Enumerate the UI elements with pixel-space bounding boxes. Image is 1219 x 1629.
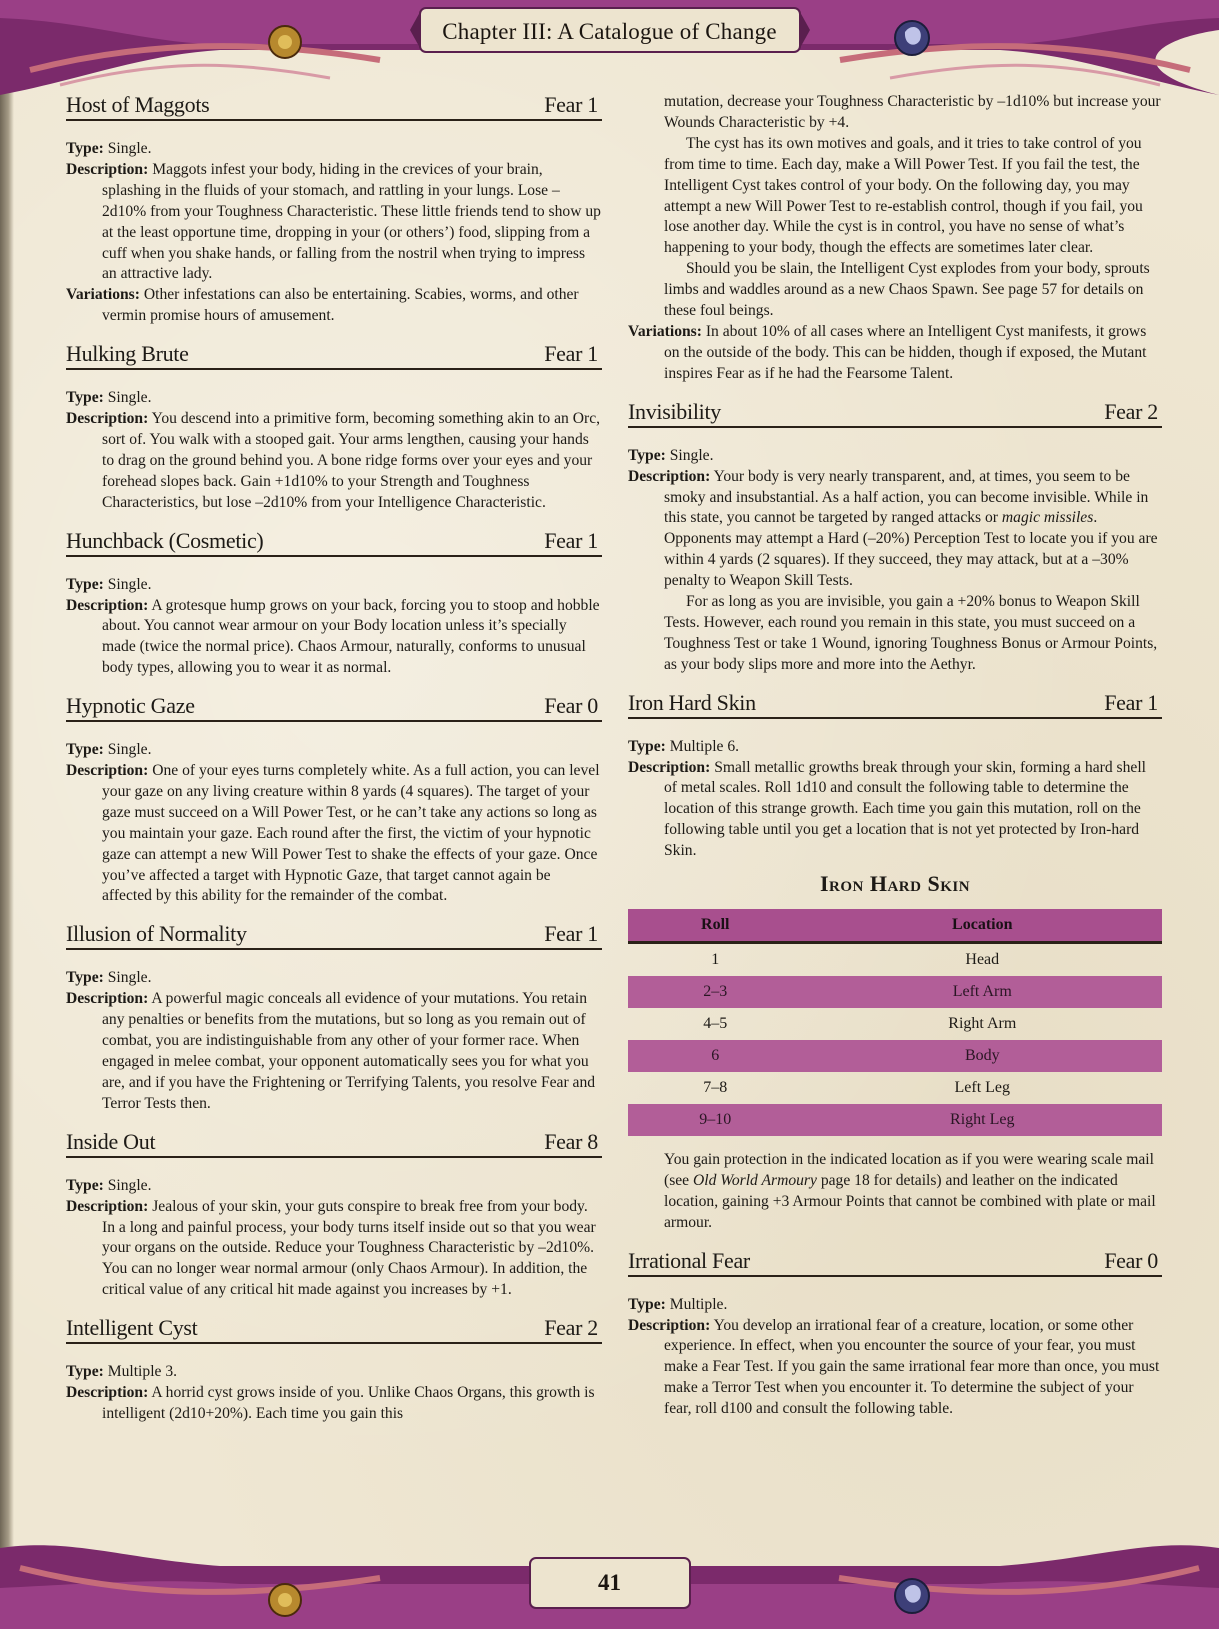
table-title: Iron Hard Skin <box>819 871 971 897</box>
entry-type: Type: Single. <box>66 575 152 593</box>
entry-type: Type: Single. <box>66 741 152 759</box>
entry-hypnotic-gaze <box>66 693 602 907</box>
entry-description: Description: Small metallic growths break through your skin, forming a hard shell of metal scales. Roll 1d10 and consult the following table to determine the location of this strange growth. Each time you gain this mutation, roll on the following table until you get a location that is not yet protected by Iron-hard Skin. <box>628 758 1146 860</box>
page-number: 41 <box>598 1570 621 1595</box>
entry-name: Irrational Fear <box>628 1247 750 1273</box>
entry-fear: Fear 2 <box>544 1315 598 1341</box>
entry-heading <box>628 690 1162 719</box>
entry-type: Type: Single. <box>66 140 152 157</box>
entry-name: Hunchback (Cosmetic) <box>66 527 264 553</box>
entry-description: Description: Your body is very nearly transparent, and, at times, you seem to be smoky and insubstantial. As a half action, you can become invisible. While in this state, you cannot be targeted by ranged attacks or magic missiles. Opponents may attempt a Hard (–20%) Perception Test to locate you if you are within 4 yards (2 squares). If they succeed, they may attack, but at a –30% penalty to Weapon Skill Tests. <box>628 467 1158 590</box>
iron-hard-skin-table <box>628 909 1162 1136</box>
table-cell-location: Left Leg <box>954 1078 1011 1096</box>
entry-name: Inside Out <box>66 1128 156 1154</box>
continued-paragraph: For as long as you are invisible, you gain a +20% bonus to Weapon Skill Tests. However, each round you remain in this state, you must succeed on a Toughness Test or take 1 Wound, ignoring Toughness Bonus or Armour Points, as your body slips more and more into the Aethyr. <box>664 593 1158 673</box>
table-followup-paragraph: You gain protection in the indicated location as if you were wearing scale mail (see Old World Armoury page 18 for details) and leather on the indicated location, gaining +3 Armour Points that cannot be combined with plate or mail armour. <box>664 1151 1156 1231</box>
entry-type: Type: Multiple. <box>628 1295 728 1313</box>
table-cell-location: Right Leg <box>803 1104 1162 1136</box>
entry-heading <box>628 1248 1162 1277</box>
right-column <box>628 92 1162 1434</box>
table-cell-location: Left Arm <box>803 976 1162 1008</box>
entry-irrational-fear <box>628 1248 1162 1420</box>
entry-name: Host of Maggots <box>66 92 210 117</box>
entry-heading <box>628 399 1162 428</box>
continued-paragraph: mutation, decrease your Toughness Characteristic by –1d10% but increase your Wounds Characteristic by +4. <box>664 93 1161 131</box>
entry-fear: Fear 1 <box>544 92 598 117</box>
entry-variations: Variations: Other infestations can also be entertaining. Scabies, worms, and other vermin promise hours of amusement. <box>66 286 579 325</box>
entry-host-of-maggots <box>66 92 602 327</box>
entry-description: Description: A grotesque hump grows on your back, forcing you to stoop and hobble about. You cannot wear armour on your Body location unless it’s specially made (twice the normal price). Chaos Armour, naturally, conforms to unusual body types, allowing you to wear it as normal. <box>66 596 600 677</box>
header-border <box>0 0 1219 95</box>
table-cell-roll: 7–8 <box>703 1078 728 1096</box>
table-row <box>628 1008 1162 1040</box>
entry-hulking-brute <box>66 341 602 513</box>
entry-heading <box>66 693 602 722</box>
entry-fear: Fear 2 <box>1104 398 1158 424</box>
entry-description: Description: A horrid cyst grows inside of you. Unlike Chaos Organs, this growth is intelligent (2d10+20%). Each time you gain this <box>66 1384 595 1422</box>
entry-invisibility <box>628 399 1162 676</box>
entry-hunchback <box>66 528 602 680</box>
table-row <box>628 976 1162 1008</box>
entry-description: Description: A powerful magic conceals all evidence of your mutations. You retain any penalties or benefits from the mutations, but so long as you remain out of combat, you are indistinguishable from any other of your former race. When engaged in melee combat, your opponent automatically sees you for what you are, and if you have the Frightening or Terrifying Talents, you resolve Fear and Terror Tests then. <box>66 990 596 1112</box>
entry-iron-hard-skin <box>628 690 1162 1234</box>
table-row <box>628 1040 1162 1072</box>
table-cell-location: Body <box>803 1040 1162 1072</box>
entry-name: Iron Hard Skin <box>628 689 756 715</box>
left-column <box>66 92 602 1439</box>
table-header-location: Location <box>803 909 1162 943</box>
table-cell-roll: 2–3 <box>628 976 803 1008</box>
book-spine-shadow <box>0 0 14 1629</box>
entry-name: Invisibility <box>628 398 721 424</box>
entry-variations: Variations: In about 10% of all cases where an Intelligent Cyst manifests, it grows on the outside of the body. This can be hidden, though if exposed, the Mutant inspires Fear as if he had the Fearsome Talent. <box>628 322 1147 382</box>
entry-fear: Fear 1 <box>544 921 598 947</box>
table-header-row <box>628 909 1162 943</box>
entry-heading <box>66 92 602 121</box>
entry-inside-out <box>66 1129 602 1301</box>
table-row <box>628 1104 1162 1136</box>
entry-fear: Fear 8 <box>544 1128 598 1154</box>
entry-fear: Fear 1 <box>544 527 598 553</box>
entry-type: Type: Single. <box>628 446 714 464</box>
entry-fear: Fear 1 <box>1104 689 1158 715</box>
header-ornament <box>0 0 1219 95</box>
entry-fear: Fear 0 <box>544 693 598 719</box>
table-cell-location: Head <box>965 950 1000 968</box>
entry-type: Type: Multiple 3. <box>66 1363 178 1381</box>
entry-fear: Fear 1 <box>544 341 598 367</box>
table-cell-roll: 6 <box>628 1040 803 1072</box>
entry-name: Hulking Brute <box>66 341 189 367</box>
entry-type: Type: Single. <box>66 1176 152 1194</box>
entry-heading <box>66 341 602 370</box>
entry-intelligent-cyst-continued <box>628 92 1162 385</box>
continued-paragraph: Should you be slain, the Intelligent Cyst explodes from your body, sprouts limbs and waddles around as a new Chaos Spawn. See page 57 for details on these foul beings. <box>664 260 1150 320</box>
table-cell-roll: 9–10 <box>628 1104 803 1136</box>
entry-description: Description: Jealous of your skin, your guts conspire to break free from your body. In a long and painful process, your body turns itself inside out so that you wear your organs on the outside. Reduce your Toughness Characteristic by –2d10%. You can no longer wear normal armour (only Chaos Armour). In addition, the critical value of any critical hit made against you increases by +1. <box>66 1197 596 1299</box>
entry-name: Intelligent Cyst <box>66 1315 198 1341</box>
table-row <box>628 943 1162 977</box>
table-cell-roll: 1 <box>711 950 720 968</box>
entry-fear: Fear 0 <box>1104 1247 1158 1273</box>
chapter-title: Chapter III: A Catalogue of Change <box>442 19 777 44</box>
entry-type: Type: Multiple 6. <box>628 737 740 755</box>
table-header-roll: Roll <box>628 909 803 943</box>
entry-heading <box>66 921 602 950</box>
table-row <box>628 1072 1162 1104</box>
continued-paragraph: The cyst has its own motives and goals, and it tries to take control of you from time to time. Each day, make a Will Power Test. If you fail the test, the Intelligent Cyst takes control of your body. On the following day, you may attempt a new Will Power Test to re-establish control, though if you fail, you lose another day. While the cyst is in control, you have no sense of what’s happening to your body, though the effects are sometimes later clear. <box>664 134 1143 257</box>
entry-description: Description: You descend into a primitive form, becoming something akin to an Orc, sort of. You walk with a stooped gait. Your arms lengthen, causing your hands to drag on the ground behind you. A bone ridge forms over your eyes and your forehead slopes back. Gain +1d10% to your Strength and Toughness Characteristics, but lose –2d10% from your Intelligence Characteristic. <box>66 410 601 511</box>
entry-name: Hypnotic Gaze <box>66 693 195 719</box>
entry-intelligent-cyst <box>66 1315 602 1425</box>
entry-name: Illusion of Normality <box>66 921 247 947</box>
table-cell-roll: 4–5 <box>703 1014 728 1032</box>
entry-description: Description: Maggots infest your body, hiding in the crevices of your brain, splashing in the fluids of your stomach, and rattling in your lungs. Lose –2d10% from your Toughness Characteristic. These little friends tend to show up at the least opportune time, dropping in your (or others’) food, slipping from a cuff when you shake hands, or falling from the nostril when trying to impress an attractive lady. <box>66 160 601 283</box>
entry-heading <box>66 1129 602 1158</box>
entry-heading <box>66 528 602 557</box>
entry-type: Type: Single. <box>66 389 152 407</box>
entry-description: Description: One of your eyes turns completely white. As a full action, you can level your gaze on any living creature within 8 yards (4 squares). The target of your gaze must succeed on a Will Power Test, or he can’t take any actions so long as you maintain your gaze. Each round after the first, the victim of your hypnotic gaze can attempt a new Will Power Test to shake the effects of your gaze. Once you’ve affected a target with Hypnotic Gaze, that target cannot again be affected by this ability for the remainder of the combat. <box>66 762 600 905</box>
entry-description: Description: You develop an irrational fear of a creature, location, or some other experience. In effect, when you encounter the source of your fear, you must make a Fear Test. If you gain the same irrational fear more than once, you must make a Terror Test when you encounter it. To determine the subject of your fear, roll d100 and consult the following table. <box>628 1316 1160 1418</box>
entry-heading <box>66 1315 602 1344</box>
entry-illusion-of-normality <box>66 921 602 1114</box>
entry-type: Type: Single. <box>66 969 152 987</box>
table-cell-location: Right Arm <box>948 1014 1017 1032</box>
